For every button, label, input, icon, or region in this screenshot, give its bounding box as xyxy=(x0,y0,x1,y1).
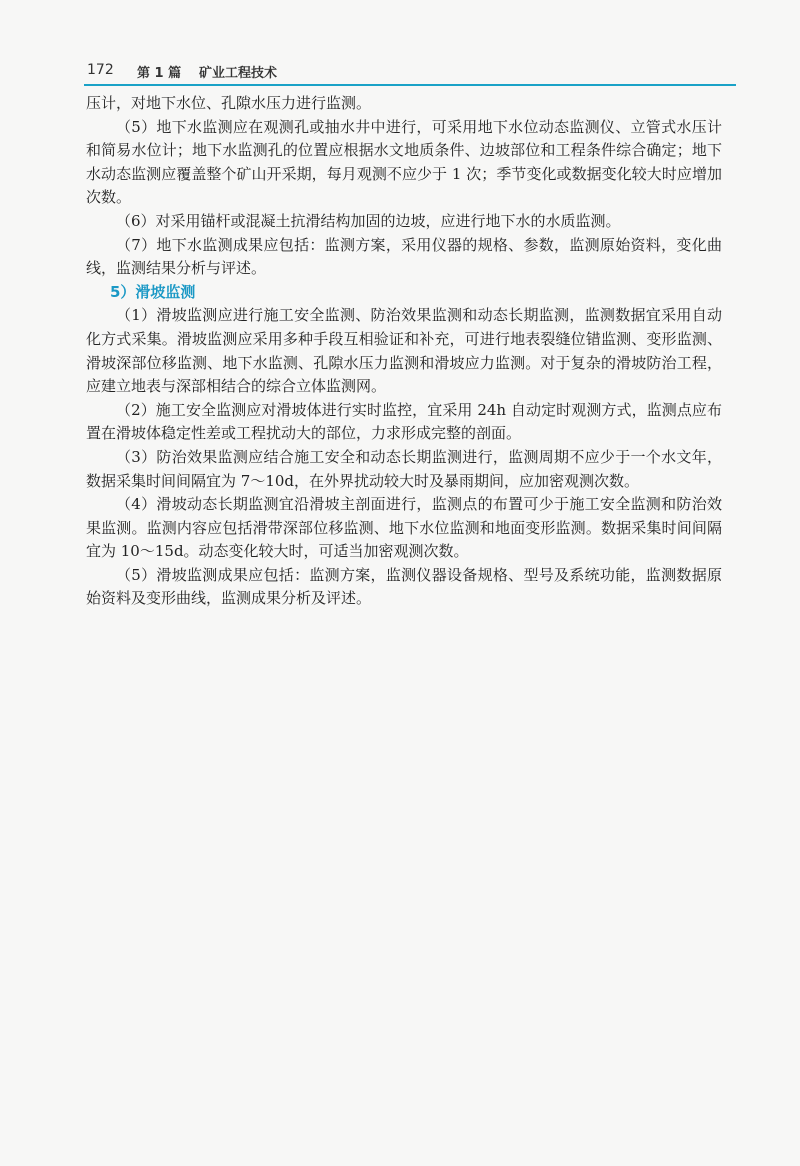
paragraph-water-quality: （6）对采用锚杆或混凝土抗滑结构加固的边坡，应进行地下水的水质监测。 xyxy=(116,211,621,230)
paragraph-groundwater-monitoring: （5）地下水监测应在观测孔或抽水井中进行，可采用地下水位动态监测仪、立管式水压计和简易水位计；地下水监测孔的位置应根据水文地质条件、边坡部位和工程条件综合确定；地下水动态监测应覆盖整个矿山开采期，每月观测不应少于 1 次；季节变化或数据变化较大时应增加次数。 xyxy=(86,117,722,207)
paragraph-landslide-1: （1）滑坡监测应进行施工安全监测、防治效果监测和动态长期监测，监测数据宜采用自动化方式采集。滑坡监测应采用多种手段互相验证和补充，可进行地表裂缝位错监测、变形监测、滑坡深部位移监测、地下水监测、孔隙水压力监测和滑坡应力监测。对于复杂的滑坡防治工程，应建立地表与深部相结合的综合立体监测网。 xyxy=(86,306,722,396)
page-content xyxy=(86,92,722,611)
part-title: 矿业工程技术 xyxy=(199,66,278,81)
paragraph-landslide-2: （2）施工安全监测应对滑坡体进行实时监控，宜采用 24h 自动定时观测方式，监测点应布置在滑坡体稳定性差或工程扰动大的部位，力求形成完整的剖面。 xyxy=(86,400,722,443)
section-heading: 5）滑坡监测 xyxy=(110,282,196,301)
paragraph-landslide-4: （4）滑坡动态长期监测宜沿滑坡主剖面进行，监测点的布置可少于施工安全监测和防治效果监测。监测内容应包括滑带深部位移监测、地下水位监测和地面变形监测。数据采集时间间隔宜为 10～15d。动态变化较大时，可适当加密观测次数。 xyxy=(86,495,722,561)
paragraph-landslide-3: （3）防治效果监测应结合施工安全和动态长期监测进行，监测周期不应少于一个水文年，数据采集时间间隔宜为 7～10d，在外界扰动较大时及暴雨期间，应加密观测次数。 xyxy=(86,447,722,490)
page-header xyxy=(84,60,724,82)
paragraph-landslide-5: （5）滑坡监测成果应包括：监测方案，监测仪器设备规格、型号及系统功能，监测数据原始资料及变形曲线，监测成果分析及评述。 xyxy=(86,565,722,608)
header-rule xyxy=(84,84,736,86)
paragraph-continuation: 压计，对地下水位、孔隙水压力进行监测。 xyxy=(86,94,372,112)
part-label: 第 1 篇 xyxy=(137,66,182,81)
paragraph-groundwater-results: （7）地下水监测成果应包括：监测方案，采用仪器的规格、参数，监测原始资料，变化曲线，监测结果分析与评述。 xyxy=(86,235,722,278)
page-number: 172 xyxy=(87,62,114,78)
